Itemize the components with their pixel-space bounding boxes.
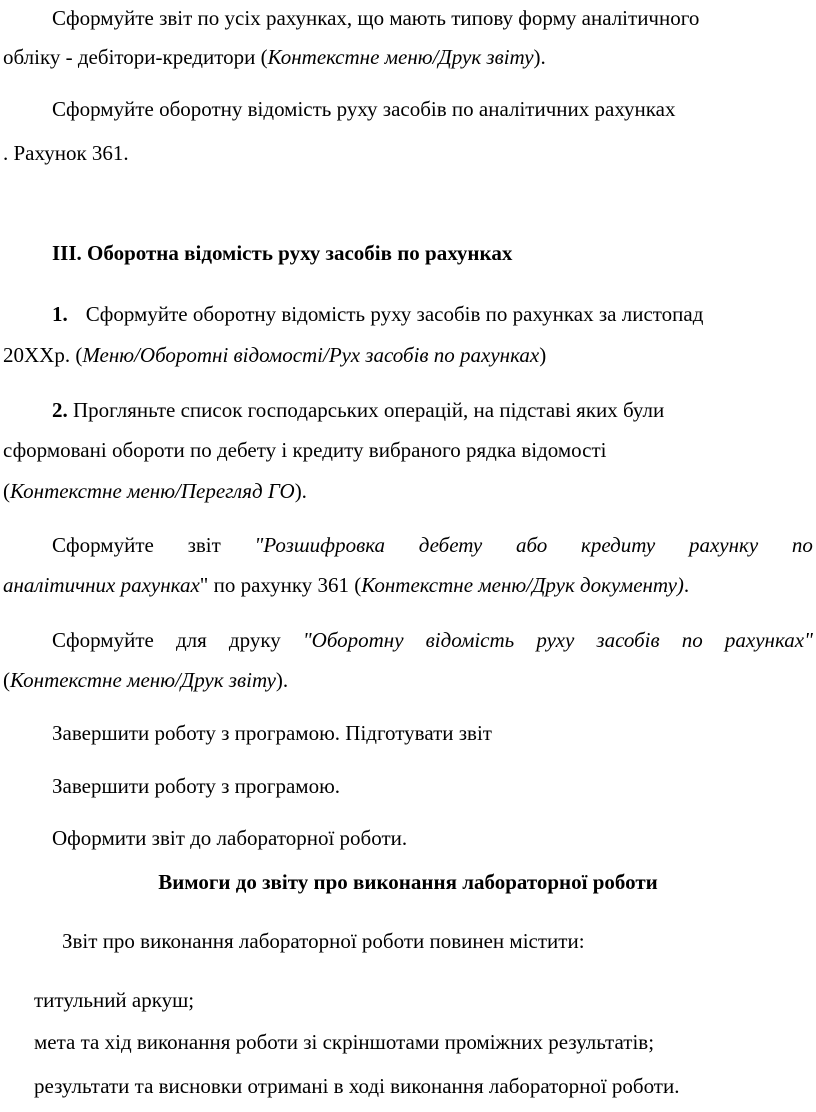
paragraph-text: ( (3, 479, 10, 503)
list-item (34, 1073, 679, 1099)
step-2-line-1 (52, 397, 664, 423)
menu-path-text: Контекстне меню/Друк звіту (267, 45, 534, 69)
list-item-text: мета та хід виконання роботи зі скріншотами проміжних результатів; (34, 1030, 655, 1054)
step-number: 1. (52, 302, 68, 326)
paragraph-text: Сформуйте оборотну відомість руху засобів по рахунках за листопад (85, 302, 704, 326)
paragraph-turnover-line-2 (3, 140, 129, 166)
paragraph-text: ) (539, 343, 547, 367)
menu-path-text: Меню/Оборотні відомості/Рух засобів по рахунках (82, 343, 540, 367)
paragraph-text: Звіт про виконання лабораторної роботи повинен містити: (62, 929, 585, 953)
word: або (515, 533, 548, 557)
paragraph-text: 20ХХр. ( (3, 343, 83, 367)
step-2-line-3 (3, 478, 307, 504)
paragraph-text: Прогляньте список господарських операцій, на підставі яких були (67, 398, 665, 422)
paragraph-text: ). (275, 668, 289, 692)
word: Сформуйте (52, 628, 154, 652)
list-item-text: результати та висновки отримані в ході виконання лабораторної роботи. (34, 1074, 680, 1098)
paragraph-turnover-line-1 (52, 96, 675, 122)
paragraph-finish-prepare (52, 720, 492, 746)
paragraph-format-report (52, 825, 407, 851)
section-heading (52, 240, 512, 266)
word: "Розшифровка (254, 533, 386, 557)
paragraph-text: " по рахунку 361 ( (199, 573, 362, 597)
paragraph-text: ). (294, 479, 307, 503)
requirements-heading-text: Вимоги до звіту про виконання лабораторної роботи (158, 870, 658, 894)
list-item (34, 987, 194, 1013)
word: Сформуйте (52, 533, 154, 557)
paragraph-text: . Рахунок 361. (3, 141, 129, 165)
paragraph-text: сформовані обороти по дебету і кредиту вибраного рядка відомості (3, 438, 607, 462)
section-heading-text: ІІІ. Оборотна відомість руху засобів по рахунках (52, 241, 513, 265)
list-item-text: титульний аркуш; (34, 988, 195, 1012)
word: для (175, 628, 207, 652)
word: рахунках" (724, 628, 813, 652)
step-1-line-1 (52, 301, 703, 327)
report-name-text: аналітичних рахунках (3, 573, 200, 597)
paragraph-decoding-line-1 (52, 532, 813, 558)
paragraph-text: обліку - дебітори-кредитори ( (3, 45, 268, 69)
word: рахунку (688, 533, 759, 557)
word: дебету (418, 533, 483, 557)
menu-path-text: Контекстне меню/Друк звіту (10, 668, 276, 692)
paragraph-text: Сформуйте звіт по усіх рахунках, що мають типову форму аналітичного (52, 6, 700, 30)
paragraph-report-line-1 (52, 5, 699, 31)
step-number: 2. (52, 398, 68, 422)
paragraph-decoding-line-2 (3, 572, 689, 598)
word: по (791, 533, 813, 557)
menu-path-text: Контекстне меню/Перегляд ГО (10, 479, 295, 503)
paragraph-text: Завершити роботу з програмою. Підготувати звіт (52, 721, 492, 745)
word: "Оборотну (302, 628, 404, 652)
requirements-heading (0, 869, 816, 895)
paragraph-text: Завершити роботу з програмою. (52, 774, 341, 798)
paragraph-text: ). (533, 45, 546, 69)
word: кредиту (581, 533, 656, 557)
word: відомість (425, 628, 515, 652)
paragraph-text: Оформити звіт до лабораторної роботи. (52, 826, 408, 850)
paragraph-finish (52, 773, 340, 799)
paragraph-text: Сформуйте оборотну відомість руху засобів по аналітичних рахунках (52, 97, 676, 121)
paragraph-print-line-1 (52, 627, 813, 653)
menu-path-text: Контекстне меню/Друк документу) (361, 573, 684, 597)
word: руху (536, 628, 575, 652)
paragraph-report-line-2 (3, 44, 546, 70)
paragraph-text: . (683, 573, 690, 597)
step-1-line-2 (3, 342, 546, 368)
step-2-line-2 (3, 437, 607, 463)
list-item (34, 1029, 654, 1055)
paragraph-print-line-2 (3, 667, 288, 693)
paragraph-report-contents (62, 928, 585, 954)
word: звіт (187, 533, 221, 557)
word: по (681, 628, 703, 652)
word: друку (228, 628, 281, 652)
word: засобів (596, 628, 660, 652)
paragraph-text: ( (3, 668, 10, 692)
